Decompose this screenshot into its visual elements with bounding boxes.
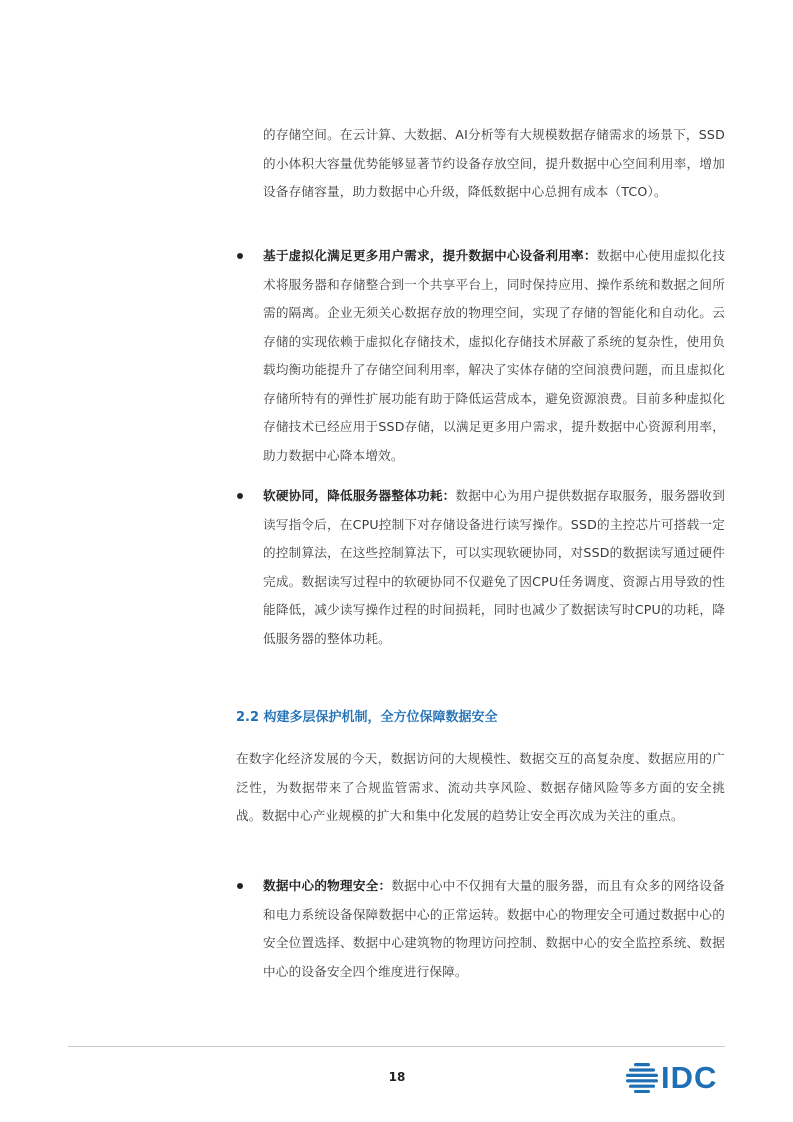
bullet-item-virtualization — [263, 242, 725, 470]
bullet-lead: 基于虚拟化满足更多用户需求，提升数据中心设备利用率： — [263, 248, 597, 263]
section-heading: 2.2 构建多层保护机制，全方位保障数据安全 — [236, 710, 498, 725]
bullet-item-physical-security — [263, 872, 725, 986]
bullet-lead: 数据中心的物理安全： — [263, 878, 392, 893]
section-intro-paragraph: 在数字化经济发展的今天，数据访问的大规模性、数据交互的高复杂度、数据应用的广泛性，为数据带来了合规监管需求、流动共享风险、数据存储风险等多方面的安全挑战。数据中心产业规模的扩大和集中化发展的趋势让安全再次成为关注的重点。 — [236, 751, 725, 823]
footer-divider — [68, 1046, 725, 1047]
paragraph-storage-space: 的存储空间。在云计算、大数据、AI分析等有大规模数据存储需求的场景下，SSD的小体积大容量优势能够显著节约设备存放空间，提升数据中心空间利用率，增加设备存储容量，助力数据中心升级，降低数据中心总拥有成本（TCO）。 — [263, 127, 725, 199]
bullet-item-hw-sw-coordination — [263, 482, 725, 653]
idc-logo-text: IDC — [661, 1060, 718, 1095]
idc-globe-icon — [625, 1063, 659, 1093]
bullet-dot — [237, 253, 243, 259]
idc-logo — [625, 1060, 717, 1096]
bullet-lead: 软硬协同，降低服务器整体功耗： — [263, 488, 456, 503]
page-number: 18 — [388, 1070, 406, 1084]
bullet-dot — [237, 493, 243, 499]
bullet-text: 数据中心中不仅拥有大量的服务器，而且有众多的网络设备和电力系统设备保障数据中心的正常运转。数据中心的物理安全可通过数据中心的安全位置选择、数据中心建筑物的物理访问控制、数据中心的安全监控系统、数据中心的设备安全四个维度进行保障。 — [263, 878, 725, 979]
bullet-text: 数据中心使用虚拟化技术将服务器和存储整合到一个共享平台上，同时保持应用、操作系统和数据之间所需的隔离。企业无须关心数据存放的物理空间，实现了存储的智能化和自动化。云存储的实现依赖于虚拟化存储技术，虚拟化存储技术屏蔽了系统的复杂性，使用负载均衡功能提升了存储空间利用率，解决了实体存储的空间浪费问题，而且虚拟化存储所特有的弹性扩展功能有助于降低运营成本，避免资源浪费。目前多种虚拟化存储技术已经应用于SSD存储，以满足更多用户需求，提升数据中心资源利用率，助力数据中心降本增效。 — [263, 248, 726, 463]
bullet-dot — [237, 883, 243, 889]
bullet-text: 数据中心为用户提供数据存取服务，服务器收到读写指令后，在CPU控制下对存储设备进行读写操作。SSD的主控芯片可搭载一定的控制算法，在这些控制算法下，可以实现软硬协同，对SSD的数据读写通过硬件完成。数据读写过程中的软硬协同不仅避免了因CPU任务调度、资源占用导致的性能降低，减少读写操作过程的时间损耗，同时也减少了数据读写时CPU的功耗，降低服务器的整体功耗。 — [263, 488, 725, 646]
